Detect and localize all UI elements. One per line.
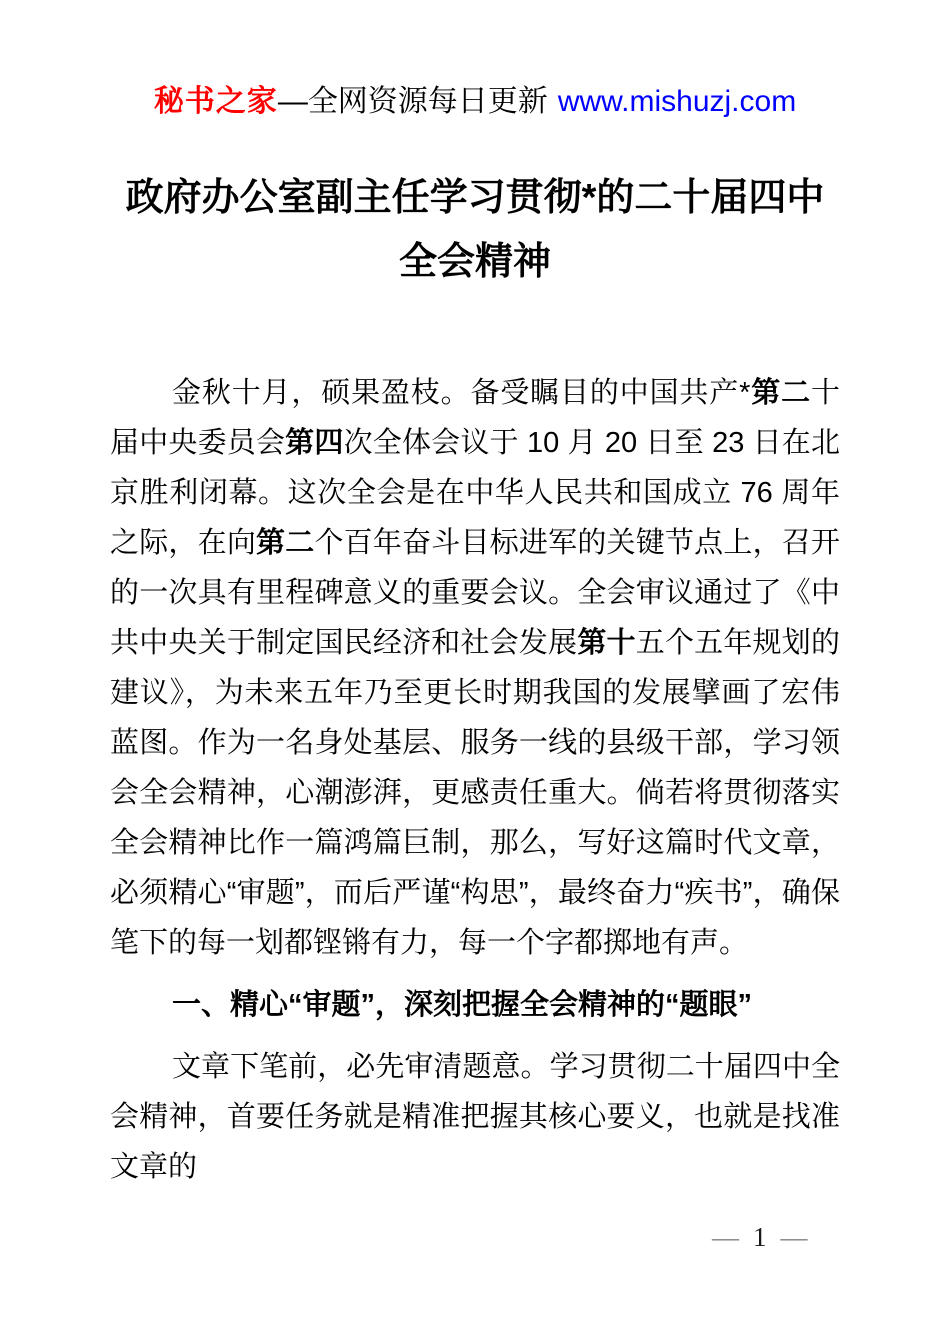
body-paragraph (110, 368, 840, 968)
text-run: 次全体会议于 10 月 20 日至 23 日在北京胜利闭幕。这次全会是在中华人民共和国成立 76 周年之际，在向 (110, 427, 840, 559)
document-body (110, 368, 840, 1192)
page-footer (712, 1220, 808, 1254)
text-run: 一、精心“审题”，深刻把握全会精神的“题眼” (172, 989, 753, 1021)
text-run: 第二 (256, 527, 315, 559)
text-run: 五个五年规划的建议》，为未来五年乃至更长时期我国的发展擘画了宏伟蓝图。作为一名身处基层、服务一线的县级干部，学习领会全会精神，心潮澎湃，更感责任重大。倘若将贯彻落实全会精神比作一篇鸿篇巨制，那么，写好这篇时代文章，必须精心“审题”，而后严谨“构思”，最终奋力“疾书”，确保笔下的每一划都铿锵有力，每一个字都掷地有声。 (110, 627, 840, 959)
text-run: 文章下笔前，必先审清题意。学习贯彻二十届四中全会精神，首要任务就是精准把握其核心要义，也就是找准文章的 (110, 1051, 840, 1183)
page-number-dash-right: — (780, 1222, 808, 1252)
site-brand: 秘书之家 (153, 85, 278, 118)
text-run: 十届中央委员会 (110, 377, 840, 459)
site-tagline: —全网资源每日更新 (277, 85, 548, 118)
text-run: 第十 (577, 627, 636, 659)
page-number-dash-left: — (712, 1222, 739, 1252)
text-run: 第二 (750, 377, 811, 409)
page-header (0, 0, 950, 120)
section-heading (110, 980, 840, 1030)
text-run: 金秋十月，硕果盈枝。备受瞩目的中国共产* (172, 377, 751, 409)
body-paragraph (110, 1042, 840, 1192)
page-number: 1 (753, 1222, 767, 1252)
document-title: 政府办公室副主任学习贯彻*的二十届四中全会精神 (125, 177, 825, 283)
text-run: 个百年奋斗目标进军的关键节点上，召开的一次具有里程碑意义的重要会议。全会审议通过了《中共中央关于制定国民经济和社会发展 (110, 527, 840, 659)
site-url-link[interactable]: www.mishuzj.com (557, 85, 797, 118)
text-run: 第四 (285, 427, 344, 459)
